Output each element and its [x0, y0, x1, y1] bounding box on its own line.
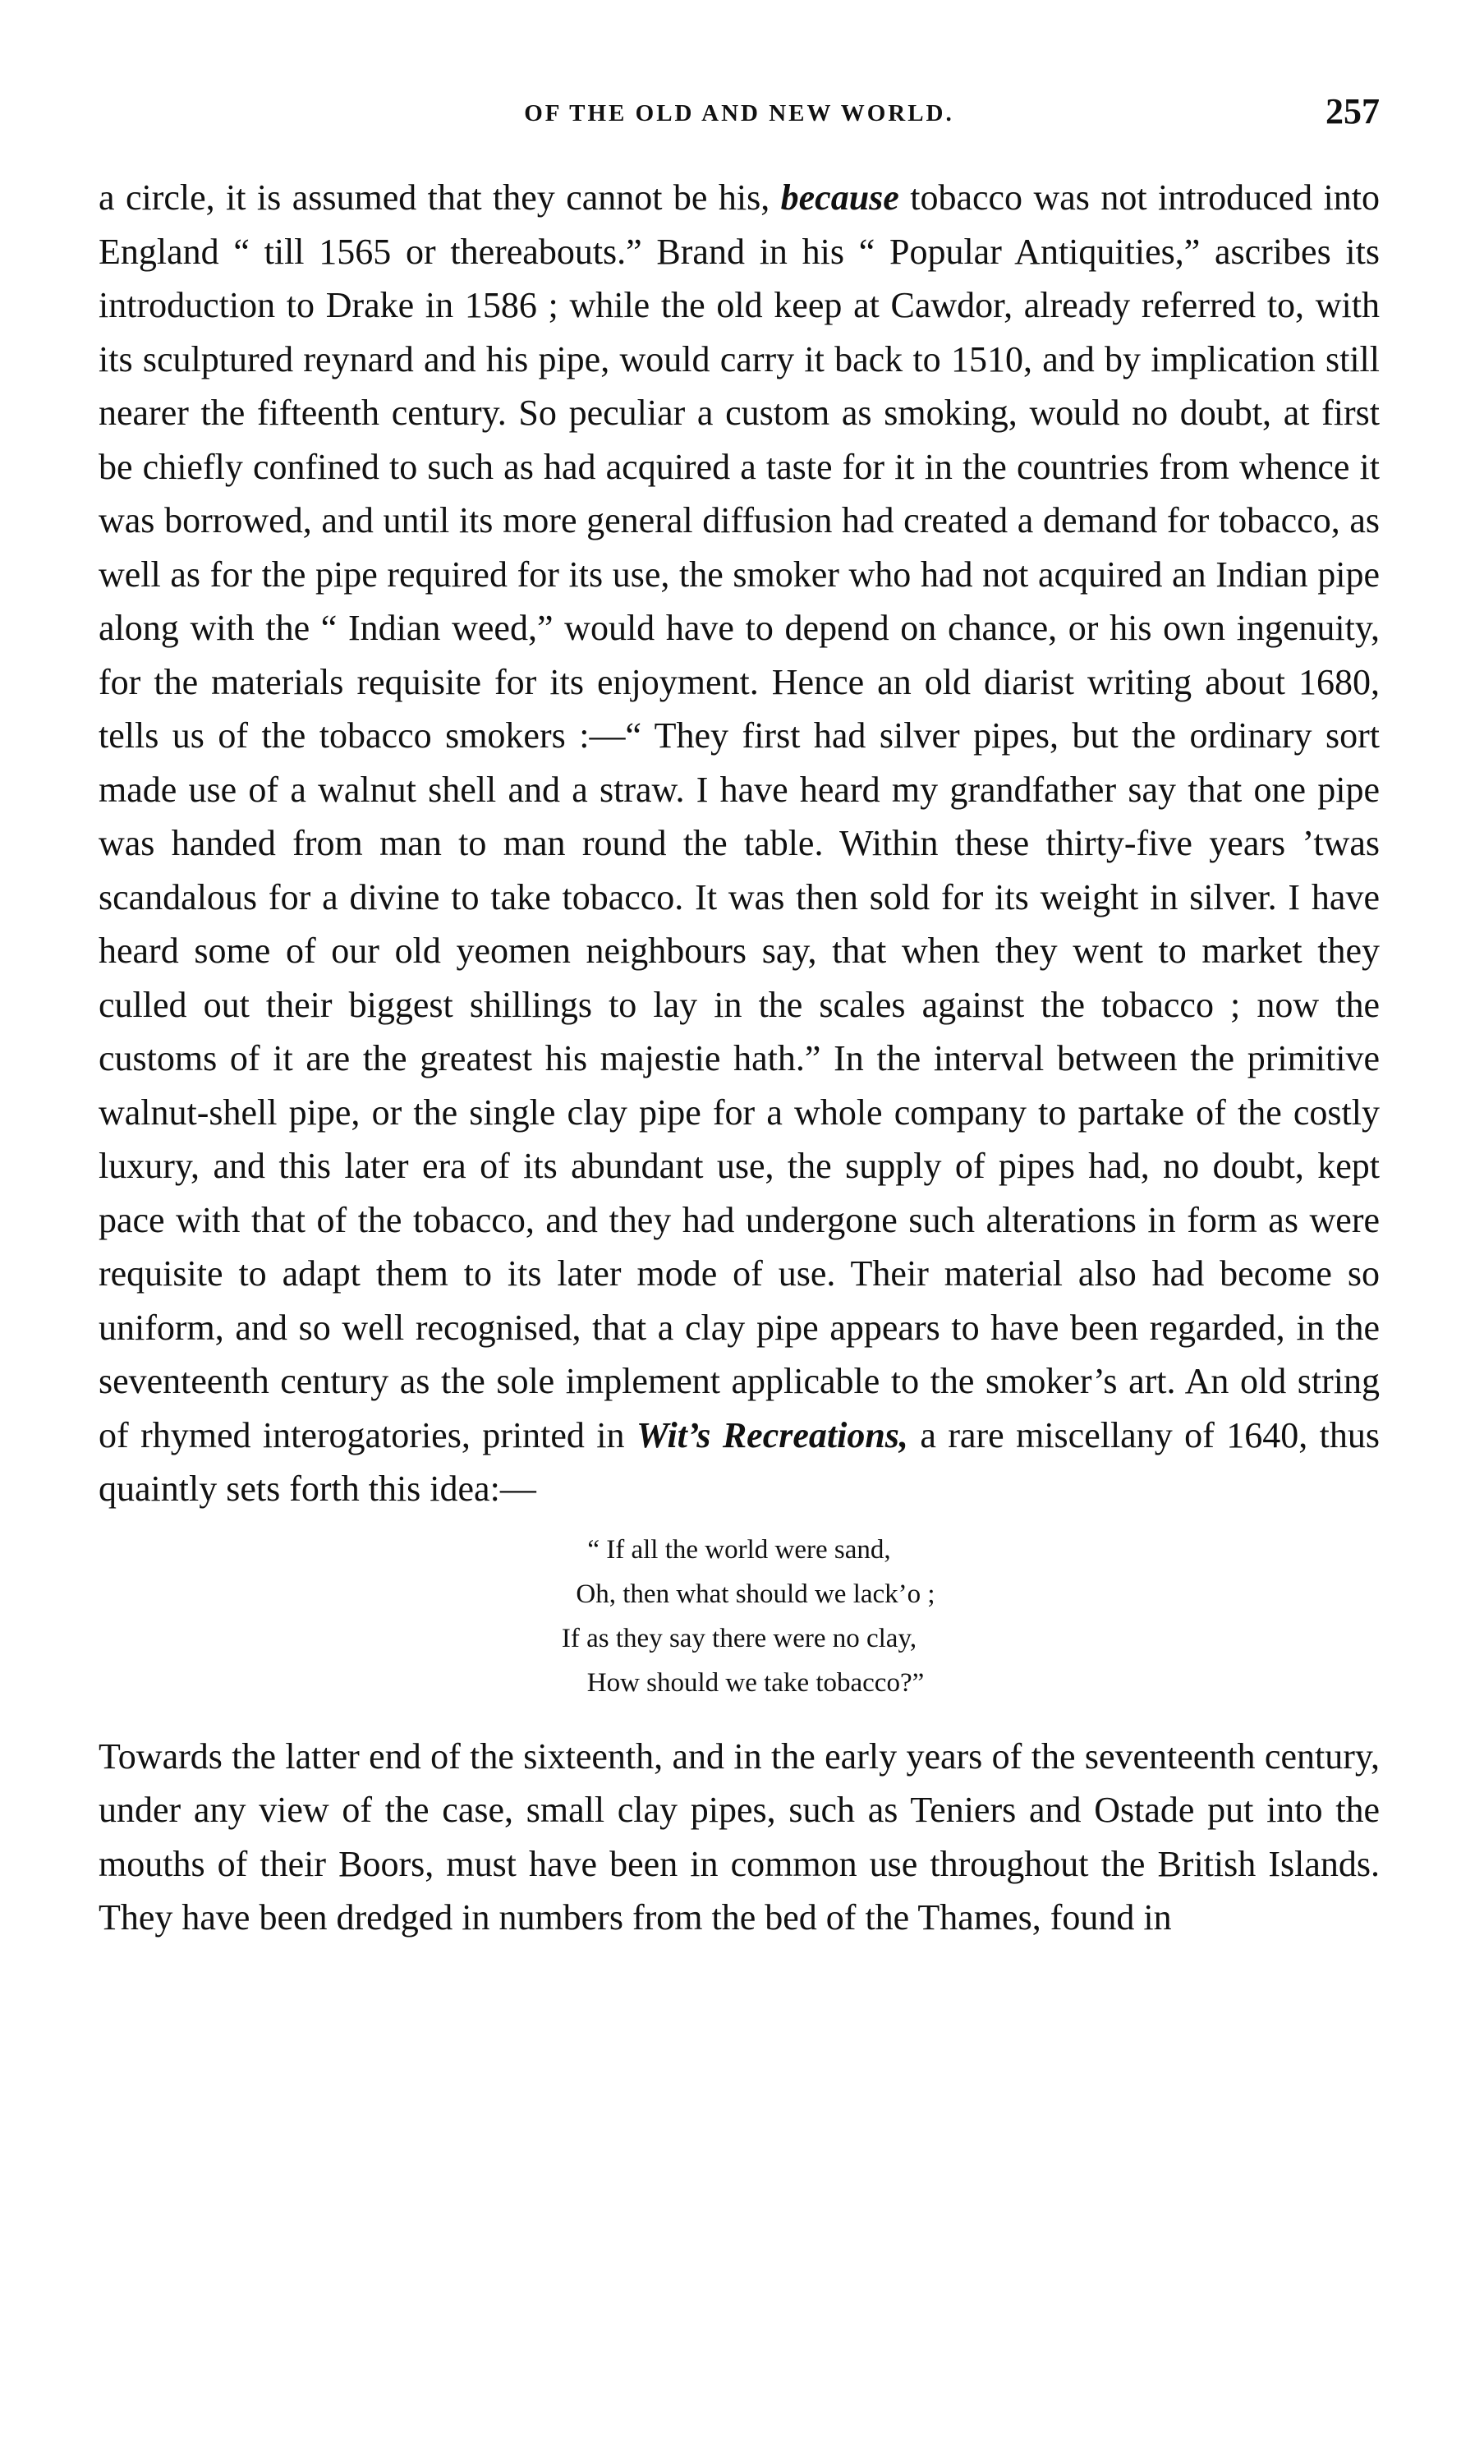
- body-paragraph-2: Towards the latter end of the sixteenth, and in the early years of the seventeenth century, under any view of the case, small clay pipes, such as Teniers and Ostade put into the mouths of their Boors, must have been in common use throughout the British Islands. They have been dredged in numbers from the bed of the Thames, found in: [99, 1735, 1380, 1938]
- book-page: [99, 90, 1380, 1945]
- body-paragraph-1: [99, 171, 1380, 1516]
- page-header: [99, 90, 1380, 156]
- paragraph-text: a rare miscellany of 1640, thus quaintly sets forth this idea:—: [99, 1414, 1380, 1509]
- verse-line: “ If all the world were sand,: [587, 1534, 891, 1565]
- paragraph-text: a circle, it is assumed that they cannot be his,: [99, 177, 781, 218]
- verse-quotation: [99, 1528, 1380, 1705]
- running-head: OF THE OLD AND NEW WORLD.: [524, 100, 954, 126]
- italic-emphasis: because: [780, 177, 899, 218]
- verse-line: If as they say there were no clay,: [561, 1623, 917, 1653]
- italic-title: Wit’s Recreations,: [636, 1414, 908, 1455]
- page-number: 257: [1325, 91, 1380, 131]
- verse-line: How should we take tobacco?”: [586, 1667, 925, 1698]
- verse-line: Oh, then what should we lack’o ;: [576, 1579, 935, 1609]
- paragraph-text: tobacco was not introduced into England “ till 1565 or thereabouts.” Brand in his “ Popular Antiquities,” ascribes its introduction to Drake in 1586 ; while the old keep at Cawdor, already referred to, with its sculptured reynard and his pipe, would carry it back to 1510, and by implication still nearer the fifteenth century. So peculiar a custom as smoking, would no doubt, at first be chiefly confined to such as had acquired a taste for it in the countries from whence it was borrowed, and until its more general diffusion had created a demand for tobacco, as well as for the pipe required for its use, the smoker who had not acquired an Indian pipe along with the “ Indian weed,” would have to depend on chance, or his own ingenuity, for the materials requisite for its enjoyment. Hence an old diarist writing about 1680, tells us of the tobacco smokers :—“ They first had silver pipes, but the ordinary sort made use of a walnut shell and a straw. I have heard my grandfather say that one pipe was handed from man to man round the table. Within these thirty-five years ’twas scandalous for a divine to take tobacco. It was then sold for its weight in silver. I have heard some of our old yeomen neighbours say, that when they went to market they culled out their biggest shillings to lay in the scales against the tobacco ; now the customs of it are the greatest his majestie hath.” In the interval between the primitive walnut-shell pipe, or the single clay pipe for a whole company to partake of the costly luxury, and this later era of its abundant use, the supply of pipes had, no doubt, kept pace with that of the tobacco, and they had undergone such alterations in form as were requisite to adapt them to its later mode of use. Their material also had become so uniform, and so well recognised, that a clay pipe appears to have been regarded, in the seventeenth century as the sole implement applicable to the smoker’s art. An old string of rhymed interogatories, printed in: [99, 177, 1381, 1455]
